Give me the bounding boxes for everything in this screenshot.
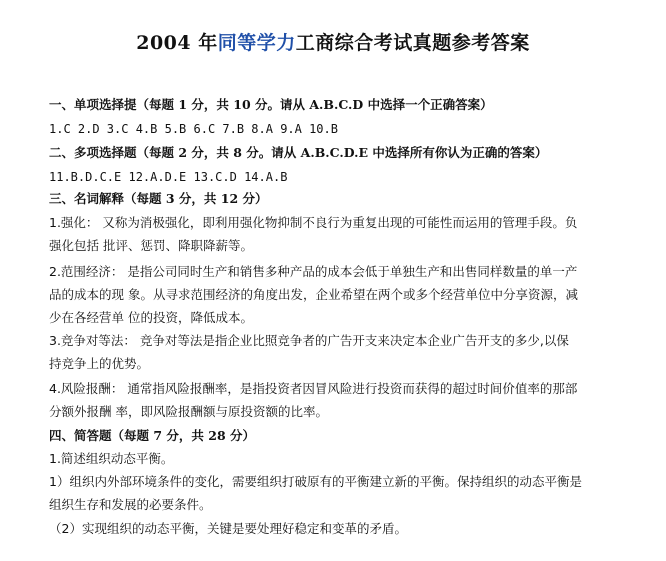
term2-line2: 品的成本的现 象。从寻求范围经济的角度出发，企业希望在两个或多个经营单位中分享资源，减 [49, 287, 578, 302]
section1-answers: 1.C 2.D 3.C 4.B 5.B 6.C 7.B 8.A 9.A 10.B [49, 122, 338, 136]
title-prefix: 2004 年 [136, 32, 218, 54]
section1-heading: 一、单项选择提（每题 1 分，共 10 分。请从 A.B.C.D 中选择一个正确答案） [49, 97, 493, 112]
title-highlight: 同等学力 [217, 32, 296, 54]
section2-answers: 11.B.D.C.E 12.A.D.E 13.C.D 14.A.B [49, 170, 288, 184]
answer1-point1-line1: 1）组织内外部环境条件的变化，需要组织打破原有的平衡建立新的平衡。保持组织的动态平衡是 [49, 474, 582, 489]
term4-line1: 4.风险报酬： 通常指风险报酬率，是指投资者因冒风险进行投资而获得的超过时间价值率的那部 [49, 381, 578, 396]
question1: 1.简述组织动态平衡。 [49, 451, 174, 466]
section3-heading: 三、名词解释（每题 3 分，共 12 分） [49, 191, 268, 206]
answer1-point1-line2: 组织生存和发展的必要条件。 [49, 497, 212, 512]
term4-line2: 分额外报酬 率，即风险报酬额与原投资额的比率。 [49, 404, 328, 419]
term2-line3: 少在各经营单 位的投资，降低成本。 [49, 310, 253, 325]
section4-heading: 四、简答题（每题 7 分，共 28 分） [49, 428, 256, 443]
term3-line2: 持竞争上的优势。 [49, 356, 150, 371]
term1-line2: 强化包括 批评、惩罚、降职降薪等。 [49, 238, 253, 253]
document-title [0, 28, 666, 55]
answer1-point2: （2）实现组织的动态平衡，关键是要处理好稳定和变革的矛盾。 [49, 521, 407, 536]
term2-line1: 2.范围经济： 是指公司同时生产和销售多种产品的成本会低于单独生产和出售同样数量的单一产 [49, 264, 578, 279]
title-suffix: 工商综合考试真题参考答案 [295, 32, 530, 54]
section2-heading: 二、多项选择题（每题 2 分，共 8 分。请从 A.B.C.D.E 中选择所有你认为正确的答案） [49, 145, 548, 160]
term3-line1: 3.竞争对等法： 竞争对等法是指企业比照竞争者的广告开支来决定本企业广告开支的多少,以保 [49, 333, 569, 348]
term1-line1: 1.强化： 又称为消极强化，即利用强化物抑制不良行为重复出现的可能性而运用的管理手段。负 [49, 215, 578, 230]
